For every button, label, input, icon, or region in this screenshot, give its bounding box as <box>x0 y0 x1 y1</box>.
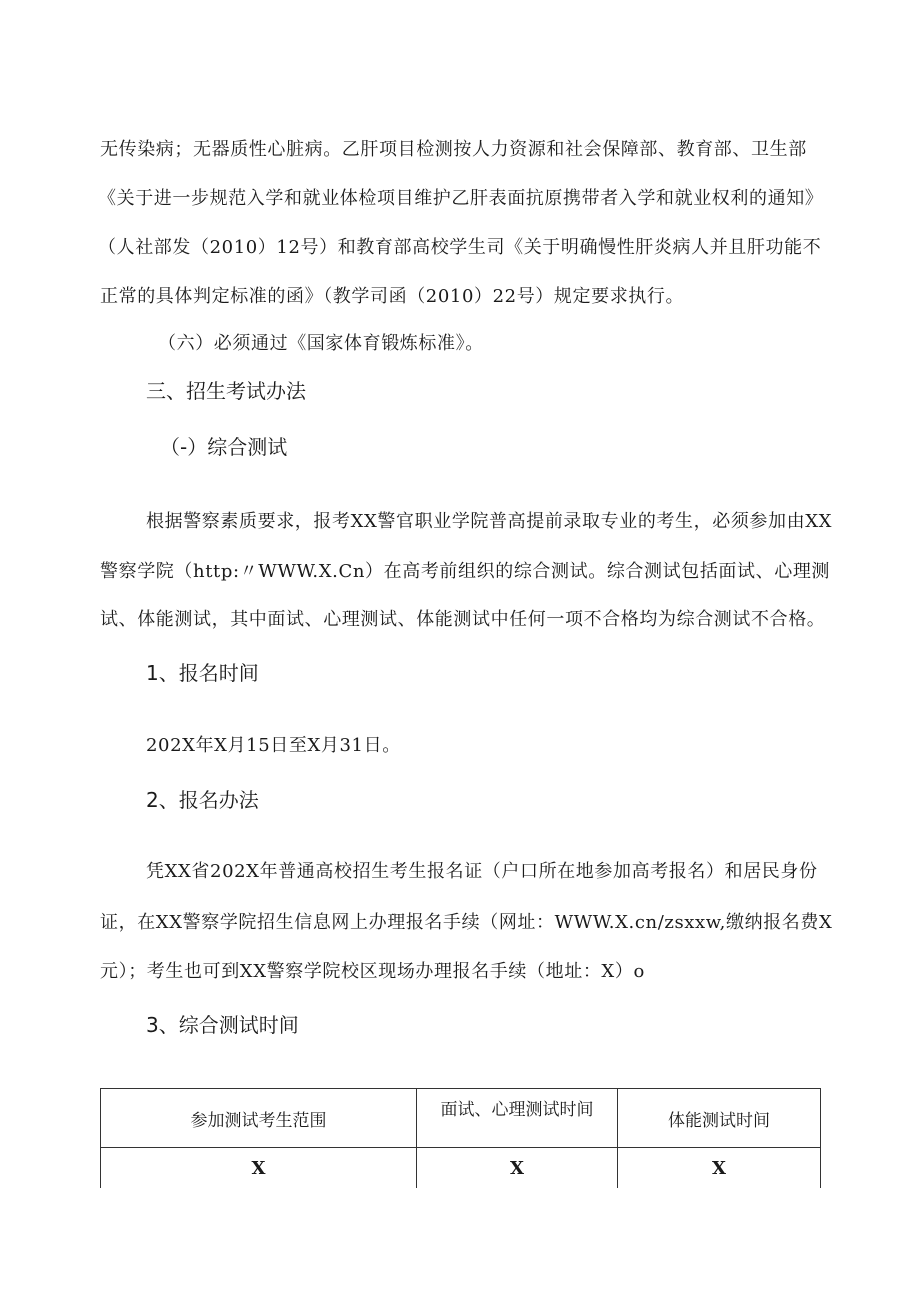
paragraph-reg-line-3: 元）；考生也可到XX警察学院校区现场办理报名手续（地址：X）o <box>100 961 645 982</box>
section-heading-admission-exam: 三、招生考试办法 <box>146 379 306 403</box>
paragraph-reg-line-1: 凭XX省202X年普通高校招生考生报名证（户口所在地参加高考报名）和居民身份 <box>146 861 818 882</box>
table-cell: X <box>417 1148 618 1189</box>
paragraph-test-line-2: 警察学院（http:〃WWW.X.Cn）在高考前组织的综合测试。综合测试包括面试、心理测 <box>100 561 831 582</box>
table-cell: X <box>618 1148 821 1189</box>
paragraph-health-line-4: 正常的具体判定标准的函》（教学司函（2010）22号）规定要求执行。 <box>100 286 685 307</box>
paragraph-reg-line-2: 证，在XX警察学院招生信息网上办理报名手续（网址：WWW.X.cn/zsxxw,缴纳报名费X <box>100 912 833 933</box>
paragraph-test-line-1: 根据警察素质要求，报考XX警官职业学院普高提前录取专业的考生，必须参加由XX <box>146 511 833 532</box>
column-header-candidate-scope: 参加测试考生范围 <box>101 1089 417 1148</box>
column-header-interview-time: 面试、心理测试时间 <box>417 1089 618 1148</box>
paragraph-health-line-3: （人社部发（2010）12号）和教育部高校学生司《关于明确慢性肝炎病人并且肝功能不 <box>98 237 822 258</box>
item-six: （六）必须通过《国家体育锻炼标准》。 <box>158 333 484 354</box>
heading-registration-method: 2、报名办法 <box>146 788 259 812</box>
subheading-comprehensive-test: （-）综合测试 <box>160 435 288 459</box>
table-cell: X <box>101 1148 417 1189</box>
column-header-fitness-time: 体能测试时间 <box>618 1089 821 1148</box>
heading-registration-time: 1、报名时间 <box>146 661 259 685</box>
paragraph-health-line-1: 无传染病；无器质性心脏病。乙肝项目检测按人力资源和社会保障部、教育部、卫生部 <box>100 139 807 160</box>
table-row <box>101 1148 821 1189</box>
registration-time-text: 202X年X月15日至X月31日。 <box>146 735 401 756</box>
table-header-row <box>101 1089 821 1148</box>
paragraph-test-line-3: 试、体能测试，其中面试、心理测试、体能测试中任何一项不合格均为综合测试不合格。 <box>100 609 826 630</box>
heading-test-schedule: 3、综合测试时间 <box>146 1013 299 1037</box>
paragraph-health-line-2: 《关于进一步规范入学和就业体检项目维护乙肝表面抗原携带者入学和就业权利的通知》 <box>98 188 824 209</box>
test-schedule-table <box>100 1088 821 1188</box>
